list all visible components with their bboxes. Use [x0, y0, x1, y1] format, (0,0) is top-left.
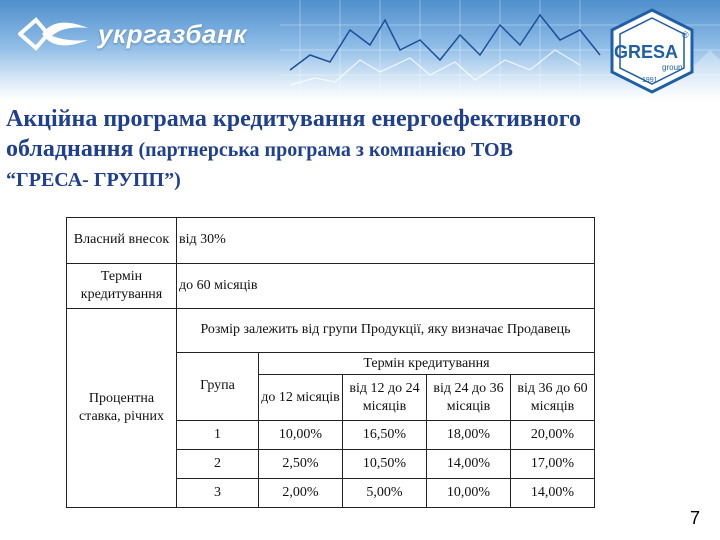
- header-banner: [0, 0, 720, 100]
- title-line-1: Акційна програма кредитування енергоефективного: [6, 106, 581, 132]
- rate-cell: 10,00%: [427, 478, 511, 507]
- group-cell: 1: [177, 420, 259, 449]
- rate-cell: 2,00%: [259, 478, 343, 507]
- rate-cell: 17,00%: [511, 449, 595, 478]
- term-column-header: від 12 до 24 місяців: [343, 375, 427, 421]
- svg-text:group: group: [662, 63, 683, 72]
- rate-cell: 5,00%: [343, 478, 427, 507]
- group-cell: 3: [177, 478, 259, 507]
- page-number: 7: [690, 508, 701, 528]
- term-header: Термін кредитування: [259, 352, 595, 375]
- term-column-header: від 24 до 36 місяців: [427, 375, 511, 421]
- svg-text:1991: 1991: [642, 77, 658, 84]
- rate-cell: 10,50%: [343, 449, 427, 478]
- term-label: Термін кредитування: [67, 263, 177, 309]
- title-line-3: “ГРЕСА- ГРУПП”): [6, 169, 181, 191]
- title-line-2-main: обладнання: [6, 136, 134, 162]
- term-value: до 60 місяців: [177, 263, 595, 309]
- rate-cell: 16,50%: [343, 420, 427, 449]
- rate-cell: 14,00%: [427, 449, 511, 478]
- rate-cell: 2,50%: [259, 449, 343, 478]
- group-cell: 2: [177, 449, 259, 478]
- rate-label: Процентна ставка, річних: [67, 309, 177, 508]
- title-line-2-rest: (партнерська програма з компанією ТОВ: [133, 139, 513, 161]
- rate-cell: 14,00%: [511, 478, 595, 507]
- bank-logo-icon: [18, 14, 90, 54]
- rate-cell: 10,00%: [259, 420, 343, 449]
- group-header: Група: [177, 352, 259, 420]
- slide-title: [6, 104, 706, 193]
- rate-note: Розмір залежить від групи Продукції, яку визначає Продавець: [177, 309, 595, 353]
- svg-text:GRESA: GRESA: [614, 42, 679, 62]
- credit-terms-table: [66, 217, 595, 508]
- rate-cell: 18,00%: [427, 420, 511, 449]
- term-column-header: до 12 місяців: [259, 375, 343, 421]
- own-contribution-label: Власний внесок: [67, 218, 177, 264]
- gresa-group-logo: [604, 8, 700, 94]
- bank-logo: [18, 14, 247, 54]
- svg-text:®: ®: [682, 30, 689, 40]
- bank-name: укргазбанк: [98, 18, 247, 49]
- term-column-header: від 36 до 60 місяців: [511, 375, 595, 421]
- own-contribution-value: від 30%: [177, 218, 595, 264]
- rate-cell: 20,00%: [511, 420, 595, 449]
